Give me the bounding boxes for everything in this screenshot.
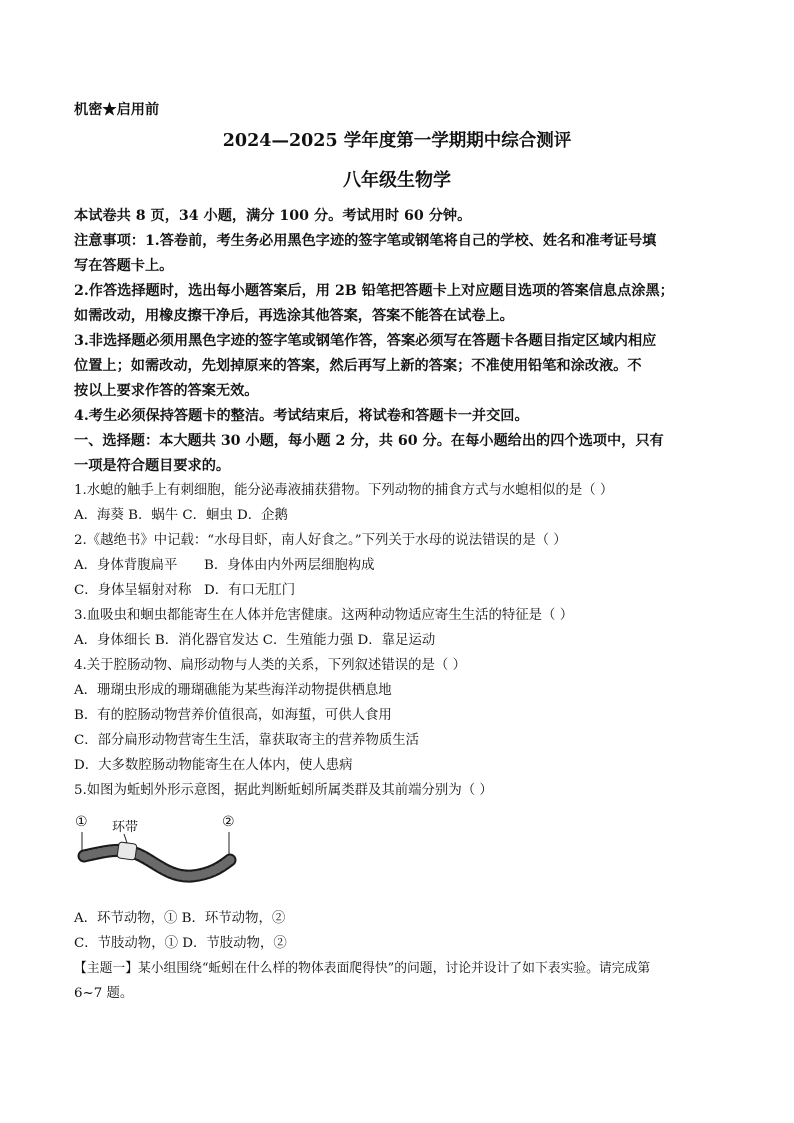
note-line: 按以上要求作答的答案无效。 [74,383,259,399]
question-2-option-a: A．身体背腹扁平 [74,558,178,573]
note-line: 4.考生必须保持答题卡的整洁。考试结束后，将试卷和答题卡一并交回。 [74,408,529,424]
figure-label-2: ② [222,814,235,830]
question-2-options-row2 [74,582,295,600]
note-line: 2.作答选择题时，选出每小题答案后，用 2B 铅笔把答题卡上对应题目选项的答案信息点涂黑； [74,283,674,299]
question-2-option-d: D．有口无肛门 [204,583,296,598]
theme-1-line1: 【主题一】某小组围绕“蚯蚓在什么样的物体表面爬得快”的问题，讨论并设计了如下表实验。请完成第 [74,961,651,976]
secret-label: 机密★启用前 [74,102,160,118]
question-4-stem: 4.关于腔肠动物、扁形动物与人类的关系，下列叙述错误的是（ ） [74,658,466,673]
exam-title: 2024—2025 学年度第一学期期中综合测评 [222,131,572,151]
question-2-stem: 2.《越绝书》中记载：“水母目虾，南人好食之。”下列关于水母的说法错误的是（ ） [74,533,567,548]
figure-label-1: ① [75,814,88,830]
question-3-stem: 3.血吸虫和蛔虫都能寄生在人体并危害健康。这两种动物适应寄生生活的特征是（ ） [74,608,574,623]
figure-label-band: 环带 [112,820,139,835]
question-5-options-ab: A．环节动物，① B．环节动物，② [74,911,286,926]
question-1-stem: 1.水螅的触手上有刺细胞，能分泌毒液捕获猎物。下列动物的捕食方式与水螅相似的是（ ） [74,483,614,498]
question-2-option-b: B．身体由内外两层细胞构成 [204,558,375,573]
section-heading: 一项是符合题目要求的。 [74,458,231,474]
question-3-options: A．身体细长 B．消化器官发达 C．生殖能力强 D．靠足运动 [74,633,436,648]
question-4-option-a: A．珊瑚虫形成的珊瑚礁能为某些海洋动物提供栖息地 [74,683,392,698]
question-4-option-d: D．大多数腔肠动物能寄生在人体内，使人患病 [74,758,353,773]
theme-1-line2: 6~7 题。 [74,986,134,1001]
question-4-option-c: C．部分扁形动物营寄生生活，靠获取寄主的营养物质生活 [74,733,420,748]
exam-info: 本试卷共 8 页，34 小题，满分 100 分。考试用时 60 分钟。 [74,208,472,224]
note-line: 注意事项：1.答卷前，考生务必用黑色字迹的签字笔或钢笔将自己的学校、姓名和准考证号填 [74,233,657,249]
question-4-option-b: B．有的腔肠动物营养价值很高，如海蜇，可供人食用 [74,708,392,723]
note-line: 写在答题卡上。 [74,258,174,274]
question-1-options: A．海葵 B．蜗牛 C．蛔虫 D．企鹅 [74,508,288,523]
note-line: 如需改动，用橡皮擦干净后，再选涂其他答案，答案不能答在试卷上。 [74,308,514,324]
exam-subtitle: 八年级生物学 [343,170,451,191]
earthworm-figure [72,812,252,892]
section-heading: 一、选择题：本大题共 30 小题，每小题 2 分，共 60 分。在每小题给出的四个选项中，只有 [74,433,664,449]
question-2-option-c: C．身体呈辐射对称 [74,583,192,598]
question-5-stem: 5.如图为蚯蚓外形示意图，据此判断蚯蚓所属类群及其前端分别为（ ） [74,783,493,798]
note-line: 3.非选择题必须用黑色字迹的签字笔或钢笔作答，答案必须写在答题卡各题目指定区域内相应 [74,333,657,349]
note-line: 位置上；如需改动，先划掉原来的答案，然后再写上新的答案；不准使用铅笔和涂改液。不 [74,358,642,374]
earthworm-drawing [72,812,252,892]
question-5-options-cd: C．节肢动物，① D．节肢动物，② [74,936,287,951]
question-2-options-row1 [74,557,375,575]
